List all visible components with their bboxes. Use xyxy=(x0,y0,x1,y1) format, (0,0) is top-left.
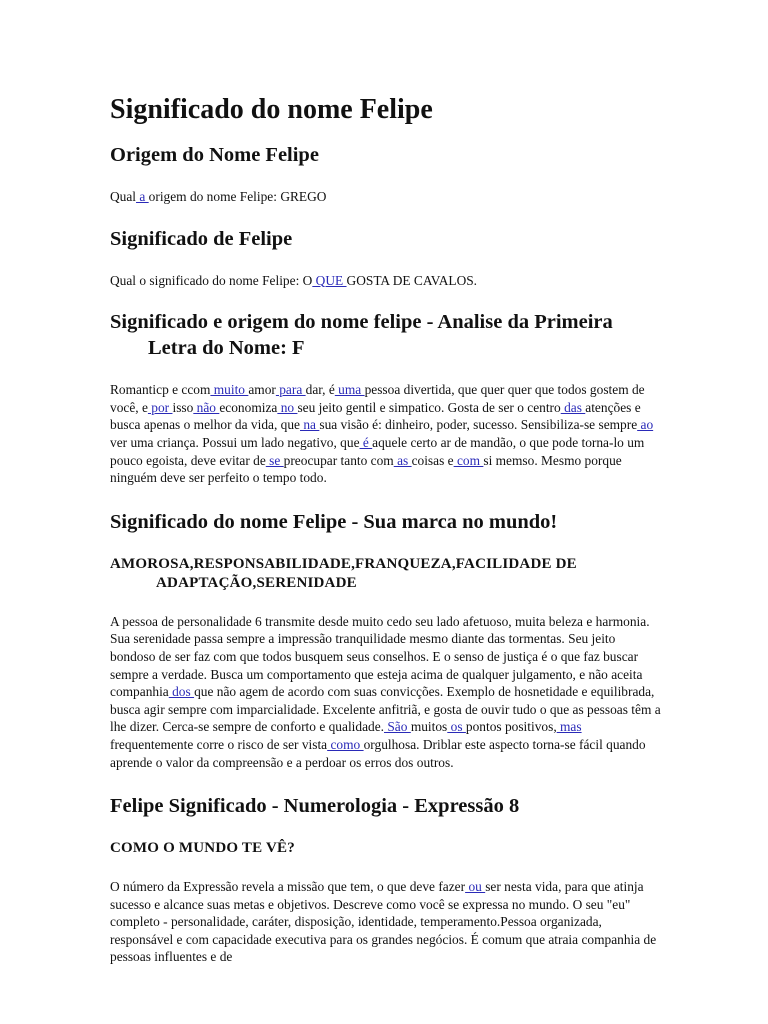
subheading-numerologia: COMO O MUNDO TE VÊ? xyxy=(110,840,295,857)
paragraph-origem xyxy=(110,188,662,206)
link-como[interactable]: como xyxy=(327,736,364,752)
heading-numerologia: Felipe Significado - Numerologia - Expressão 8 xyxy=(110,795,520,818)
link-os[interactable]: os xyxy=(447,719,466,735)
text-segment: atenções e busca apenas o melhor da vida, que xyxy=(110,399,641,433)
document-body xyxy=(110,92,662,988)
text-segment: que não agem de acordo com suas convicções. Exemplo de hosnetidade e equilibrada, busca agir sempre com imparcialidade. Excelente anfitriã, e gosta de ouvir tudo o que as pessoas têm a lhe dizer. Cerca-se sempre de conforto e qualidade. xyxy=(110,684,661,735)
link-as[interactable]: as xyxy=(393,452,412,468)
paragraph-analise xyxy=(110,381,662,487)
link-que[interactable]: QUE xyxy=(312,272,347,288)
page-title: Significado do nome Felipe xyxy=(110,94,433,125)
text-segment: O número da Expressão revela a missão que tem, o que deve fazer xyxy=(110,879,466,895)
text-segment: preocupar tanto com xyxy=(283,452,394,468)
heading-marca: Significado do nome Felipe - Sua marca no mundo! xyxy=(110,510,558,533)
text-segment: economiza xyxy=(219,399,278,415)
text-segment: pessoa divertida, que quer quer que todos gostem de você, e xyxy=(110,382,645,415)
link-por[interactable]: por xyxy=(147,399,173,415)
link-e[interactable]: é xyxy=(359,434,373,450)
link-ao[interactable]: ao xyxy=(637,417,654,433)
link-no[interactable]: no xyxy=(277,399,298,415)
link-para[interactable]: para xyxy=(275,382,306,398)
link-sao[interactable]: São xyxy=(384,719,411,735)
link-ou[interactable]: ou xyxy=(465,879,486,895)
link-com[interactable]: com xyxy=(453,452,484,468)
text-segment: aquele certo ar de mandão, o que pode torna-lo um pouco egoista, deve evitar de xyxy=(110,434,645,468)
text-segment: pontos positivos, xyxy=(465,719,557,735)
paragraph-marca xyxy=(110,613,662,771)
text-segment: Qual xyxy=(110,189,137,204)
link-se[interactable]: se xyxy=(265,452,284,468)
text-segment: amor xyxy=(248,382,276,398)
link-uma[interactable]: uma xyxy=(334,382,365,398)
text-segment: si memso. Mesmo porque ninguém deve ser perfeito o tempo todo. xyxy=(110,452,622,486)
text-segment: Romanticp e ccom xyxy=(110,382,211,398)
text-segment: frequentemente corre o risco de ser vista xyxy=(110,736,328,752)
text-segment: Qual o significado do nome Felipe: O xyxy=(110,272,313,288)
text-segment: origem do nome Felipe: GREGO xyxy=(148,189,327,204)
text-segment: ser nesta vida, para que atinja sucesso e alcance suas metas e objetivos. Descreve como você se expressa no mundo. O seu "eu" completo - personalidade, caráter, disposição, identidade, temperamento.Pessoa organizada, responsável e com capacidade executiva para os grandes negócios. É comum que atraia companhia de pessoas influentes e de xyxy=(110,879,657,965)
text-segment: sua visão é: dinheiro, poder, sucesso. Sensibiliza-se sempre xyxy=(319,417,638,433)
link-na[interactable]: na xyxy=(300,417,320,433)
subheading-marca: AMOROSA,RESPONSABILIDADE,FRANQUEZA,FACILIDADE DE ADAPTAÇÃO,SERENIDADE xyxy=(110,555,577,591)
text-segment: seu jeito gentil e simpatico. Gosta de ser o centro xyxy=(297,399,561,415)
heading-analise: Significado e origem do nome felipe - Analise da Primeira Letra do Nome: F xyxy=(110,311,613,360)
text-segment: A pessoa de personalidade 6 transmite desde muito cedo seu lado afetuoso, muita beleza e harmonia. Sua serenidade passa sempre a impressão tranquilidade mesmo diante das tormentas. Seu jeito bondoso de ser faz com que todos busquem seus conselhos. E o senso de justiça é o que faz buscar sempre a verdade. Busca um comportamento que esteja acima de qualquer julgamento, e não aceita companhia xyxy=(110,613,650,700)
link-dos[interactable]: dos xyxy=(168,684,195,700)
text-segment: ver uma criança. Possui um lado negativo, que xyxy=(110,434,360,450)
link-das[interactable]: das xyxy=(560,399,586,415)
text-segment: GOSTA DE CAVALOS. xyxy=(346,272,478,288)
link-mas[interactable]: mas xyxy=(556,719,582,735)
text-segment: coisas e xyxy=(411,452,454,468)
text-segment: orgulhosa. Driblar este aspecto torna-se fácil quando aprende o valor da compreensão e a perdoar os erros dos outros. xyxy=(110,736,646,770)
heading-significado: Significado de Felipe xyxy=(110,227,293,250)
paragraph-significado xyxy=(110,272,662,290)
link-nao[interactable]: não xyxy=(193,399,220,415)
text-segment: isso xyxy=(172,399,194,415)
text-segment: dar, é xyxy=(305,382,335,398)
paragraph-numerologia xyxy=(110,878,662,966)
link-a[interactable]: a xyxy=(136,189,149,204)
heading-origem: Origem do Nome Felipe xyxy=(110,144,319,166)
link-muito[interactable]: muito xyxy=(210,382,249,398)
text-segment: muitos xyxy=(410,719,448,735)
